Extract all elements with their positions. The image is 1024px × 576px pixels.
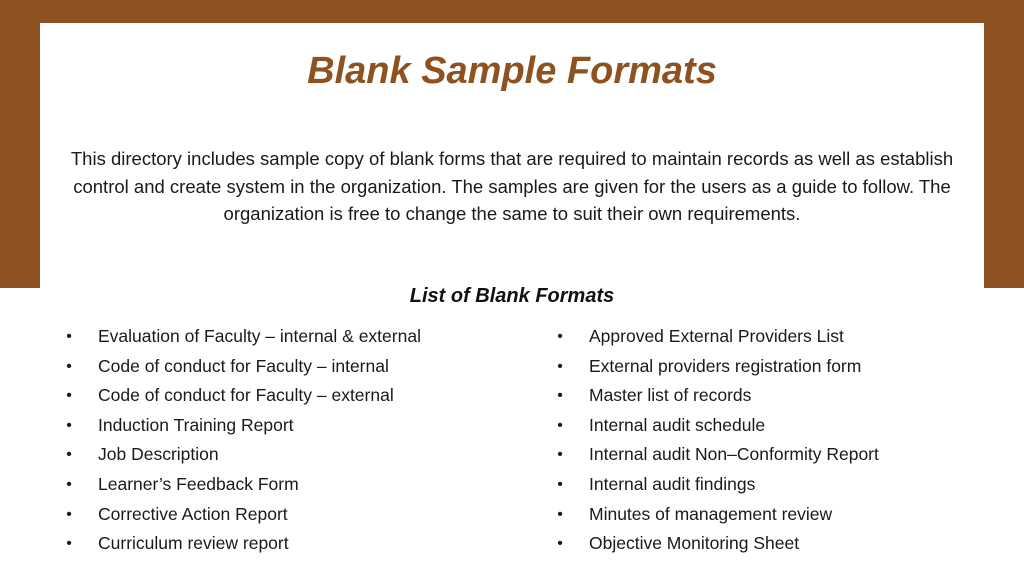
bullet-icon: •	[557, 387, 563, 405]
list-item	[553, 470, 1013, 500]
list-item	[553, 411, 1013, 441]
right-format-list	[553, 322, 1013, 559]
list-item-label: Objective Monitoring Sheet	[589, 533, 800, 554]
list-item-label: Master list of records	[589, 385, 752, 406]
list-item	[62, 440, 512, 470]
list-item	[62, 411, 512, 441]
list-item-label: Code of conduct for Faculty – external	[98, 385, 394, 406]
list-item	[62, 500, 512, 530]
list-item-label: Internal audit schedule	[589, 414, 766, 435]
list-item-label: Evaluation of Faculty – internal & external	[98, 326, 421, 346]
list-item-label: Minutes of management review	[589, 503, 833, 524]
bullet-icon: •	[557, 446, 563, 464]
bullet-icon: •	[557, 328, 563, 345]
slide-title: Blank Sample Formats	[307, 50, 717, 92]
list-item-label: Induction Training Report	[98, 414, 294, 435]
list-item-label: Code of conduct for Faculty – internal	[98, 355, 389, 376]
bullet-icon: •	[66, 475, 72, 493]
list-item	[62, 529, 512, 559]
bullet-icon: •	[66, 357, 72, 375]
bullet-icon: •	[557, 475, 563, 493]
list-item	[62, 470, 512, 500]
left-format-list	[62, 322, 512, 559]
list-item-label: Approved External Providers List	[589, 326, 844, 346]
list-item	[553, 500, 1013, 530]
list-item-label: Learner’s Feedback Form	[98, 473, 299, 494]
list-item	[62, 381, 512, 411]
list-item	[553, 322, 1013, 352]
bullet-icon: •	[66, 387, 72, 405]
bullet-icon: •	[66, 328, 72, 345]
list-item-label: External providers registration form	[589, 355, 862, 376]
bullet-icon: •	[66, 505, 72, 523]
list-item	[553, 381, 1013, 411]
list-item	[62, 322, 512, 352]
list-item	[62, 352, 512, 382]
bullet-icon: •	[66, 446, 72, 464]
list-item-label: Job Description	[98, 444, 219, 465]
bullet-icon: •	[557, 357, 563, 375]
list-title: List of Blank Formats	[409, 285, 615, 307]
list-item-label: Curriculum review report	[98, 533, 289, 554]
list-item-label: Corrective Action Report	[98, 503, 288, 524]
list-item	[553, 440, 1013, 470]
list-item-label: Internal audit findings	[589, 473, 756, 494]
bullet-icon: •	[66, 535, 72, 553]
bullet-icon: •	[557, 535, 563, 553]
bullet-icon: •	[66, 416, 72, 434]
bullet-icon: •	[557, 505, 563, 523]
bullet-icon: •	[557, 416, 563, 434]
list-item	[553, 529, 1013, 559]
list-item	[553, 352, 1013, 382]
intro-paragraph: This directory includes sample copy of blank forms that are required to maintain records as well as establish control and create system in the organization. The samples are given for the users as a guide to follow. The organization is free to change the same to suit their own requirements.	[70, 148, 954, 224]
list-item-label: Internal audit Non–Conformity Report	[589, 444, 879, 465]
